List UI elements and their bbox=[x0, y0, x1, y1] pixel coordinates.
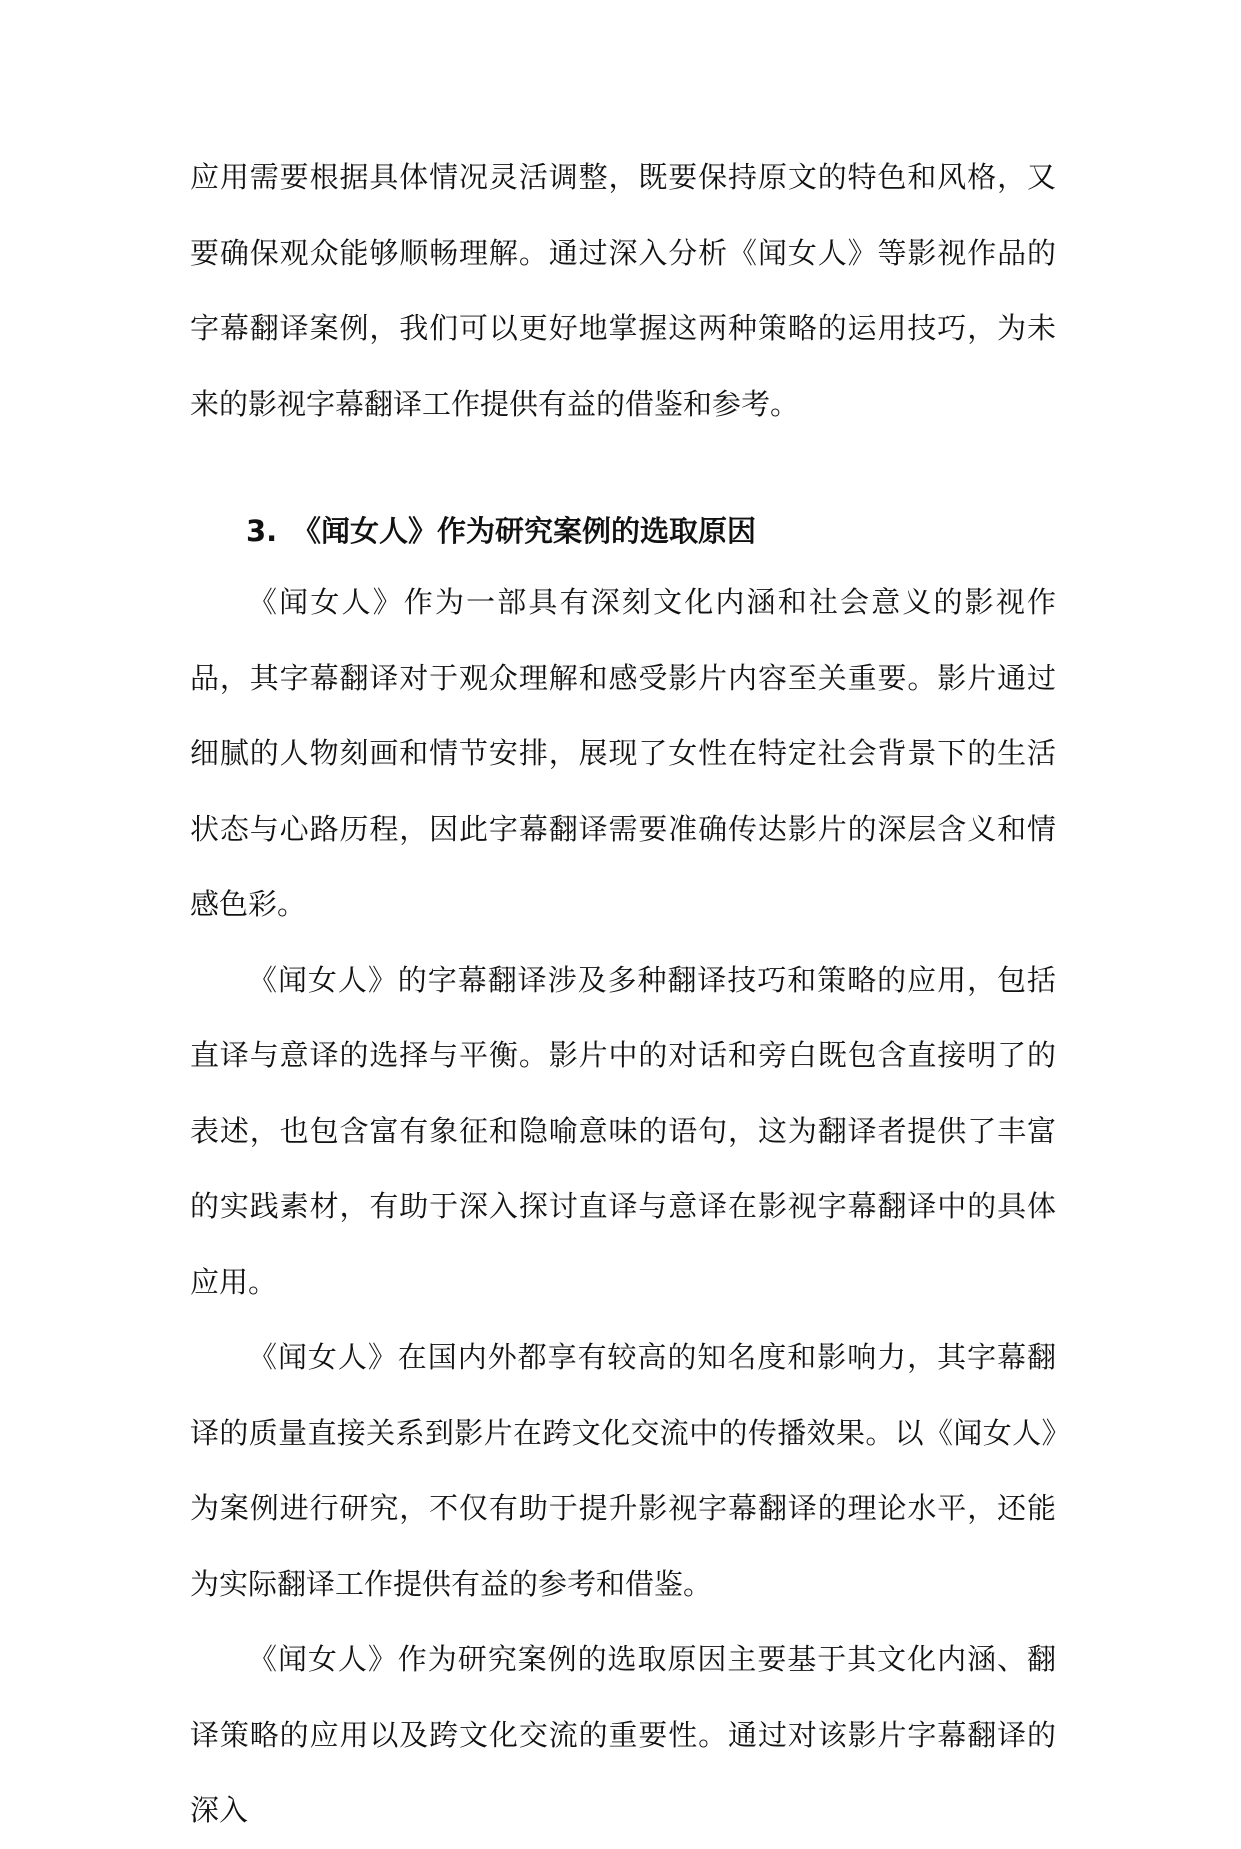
section-heading bbox=[190, 497, 1056, 565]
section-title: 《闻女人》作为研究案例的选取原因 bbox=[292, 514, 757, 548]
body-paragraph-1: 《闻女人》作为一部具有深刻文化内涵和社会意义的影视作品，其字幕翻译对于观众理解和感受影片内容至关重要。影片通过细腻的人物刻画和情节安排，展现了女性在特定社会背景下的生活状态与心路历程，因此字幕翻译需要准确传达影片的深层含义和情感色彩。 bbox=[190, 585, 1056, 921]
section-spacer bbox=[190, 442, 1056, 497]
body-paragraph-4: 《闻女人》作为研究案例的选取原因主要基于其文化内涵、翻译策略的应用以及跨文化交流的重要性。通过对该影片字幕翻译的深入 bbox=[190, 1642, 1056, 1827]
body-paragraph-3: 《闻女人》在国内外都享有较高的知名度和影响力，其字幕翻译的质量直接关系到影片在跨文化交流中的传播效果。以《闻女人》为案例进行研究，不仅有助于提升影视字幕翻译的理论水平，还能为实际翻译工作提供有益的参考和借鉴。 bbox=[190, 1340, 1056, 1601]
section-number: 3. bbox=[246, 514, 278, 548]
document-body bbox=[190, 140, 1056, 1849]
body-paragraph-2: 《闻女人》的字幕翻译涉及多种翻译技巧和策略的应用，包括直译与意译的选择与平衡。影片中的对话和旁白既包含直接明了的表述，也包含富有象征和隐喻意味的语句，这为翻译者提供了丰富的实践素材，有助于深入探讨直译与意译在影视字幕翻译中的具体应用。 bbox=[190, 962, 1056, 1299]
opening-paragraph: 应用需要根据具体情况灵活调整，既要保持原文的特色和风格，又要确保观众能够顺畅理解。通过深入分析《闻女人》等影视作品的字幕翻译案例，我们可以更好地掌握这两种策略的运用技巧，为未来的影视字幕翻译工作提供有益的借鉴和参考。 bbox=[190, 160, 1056, 421]
